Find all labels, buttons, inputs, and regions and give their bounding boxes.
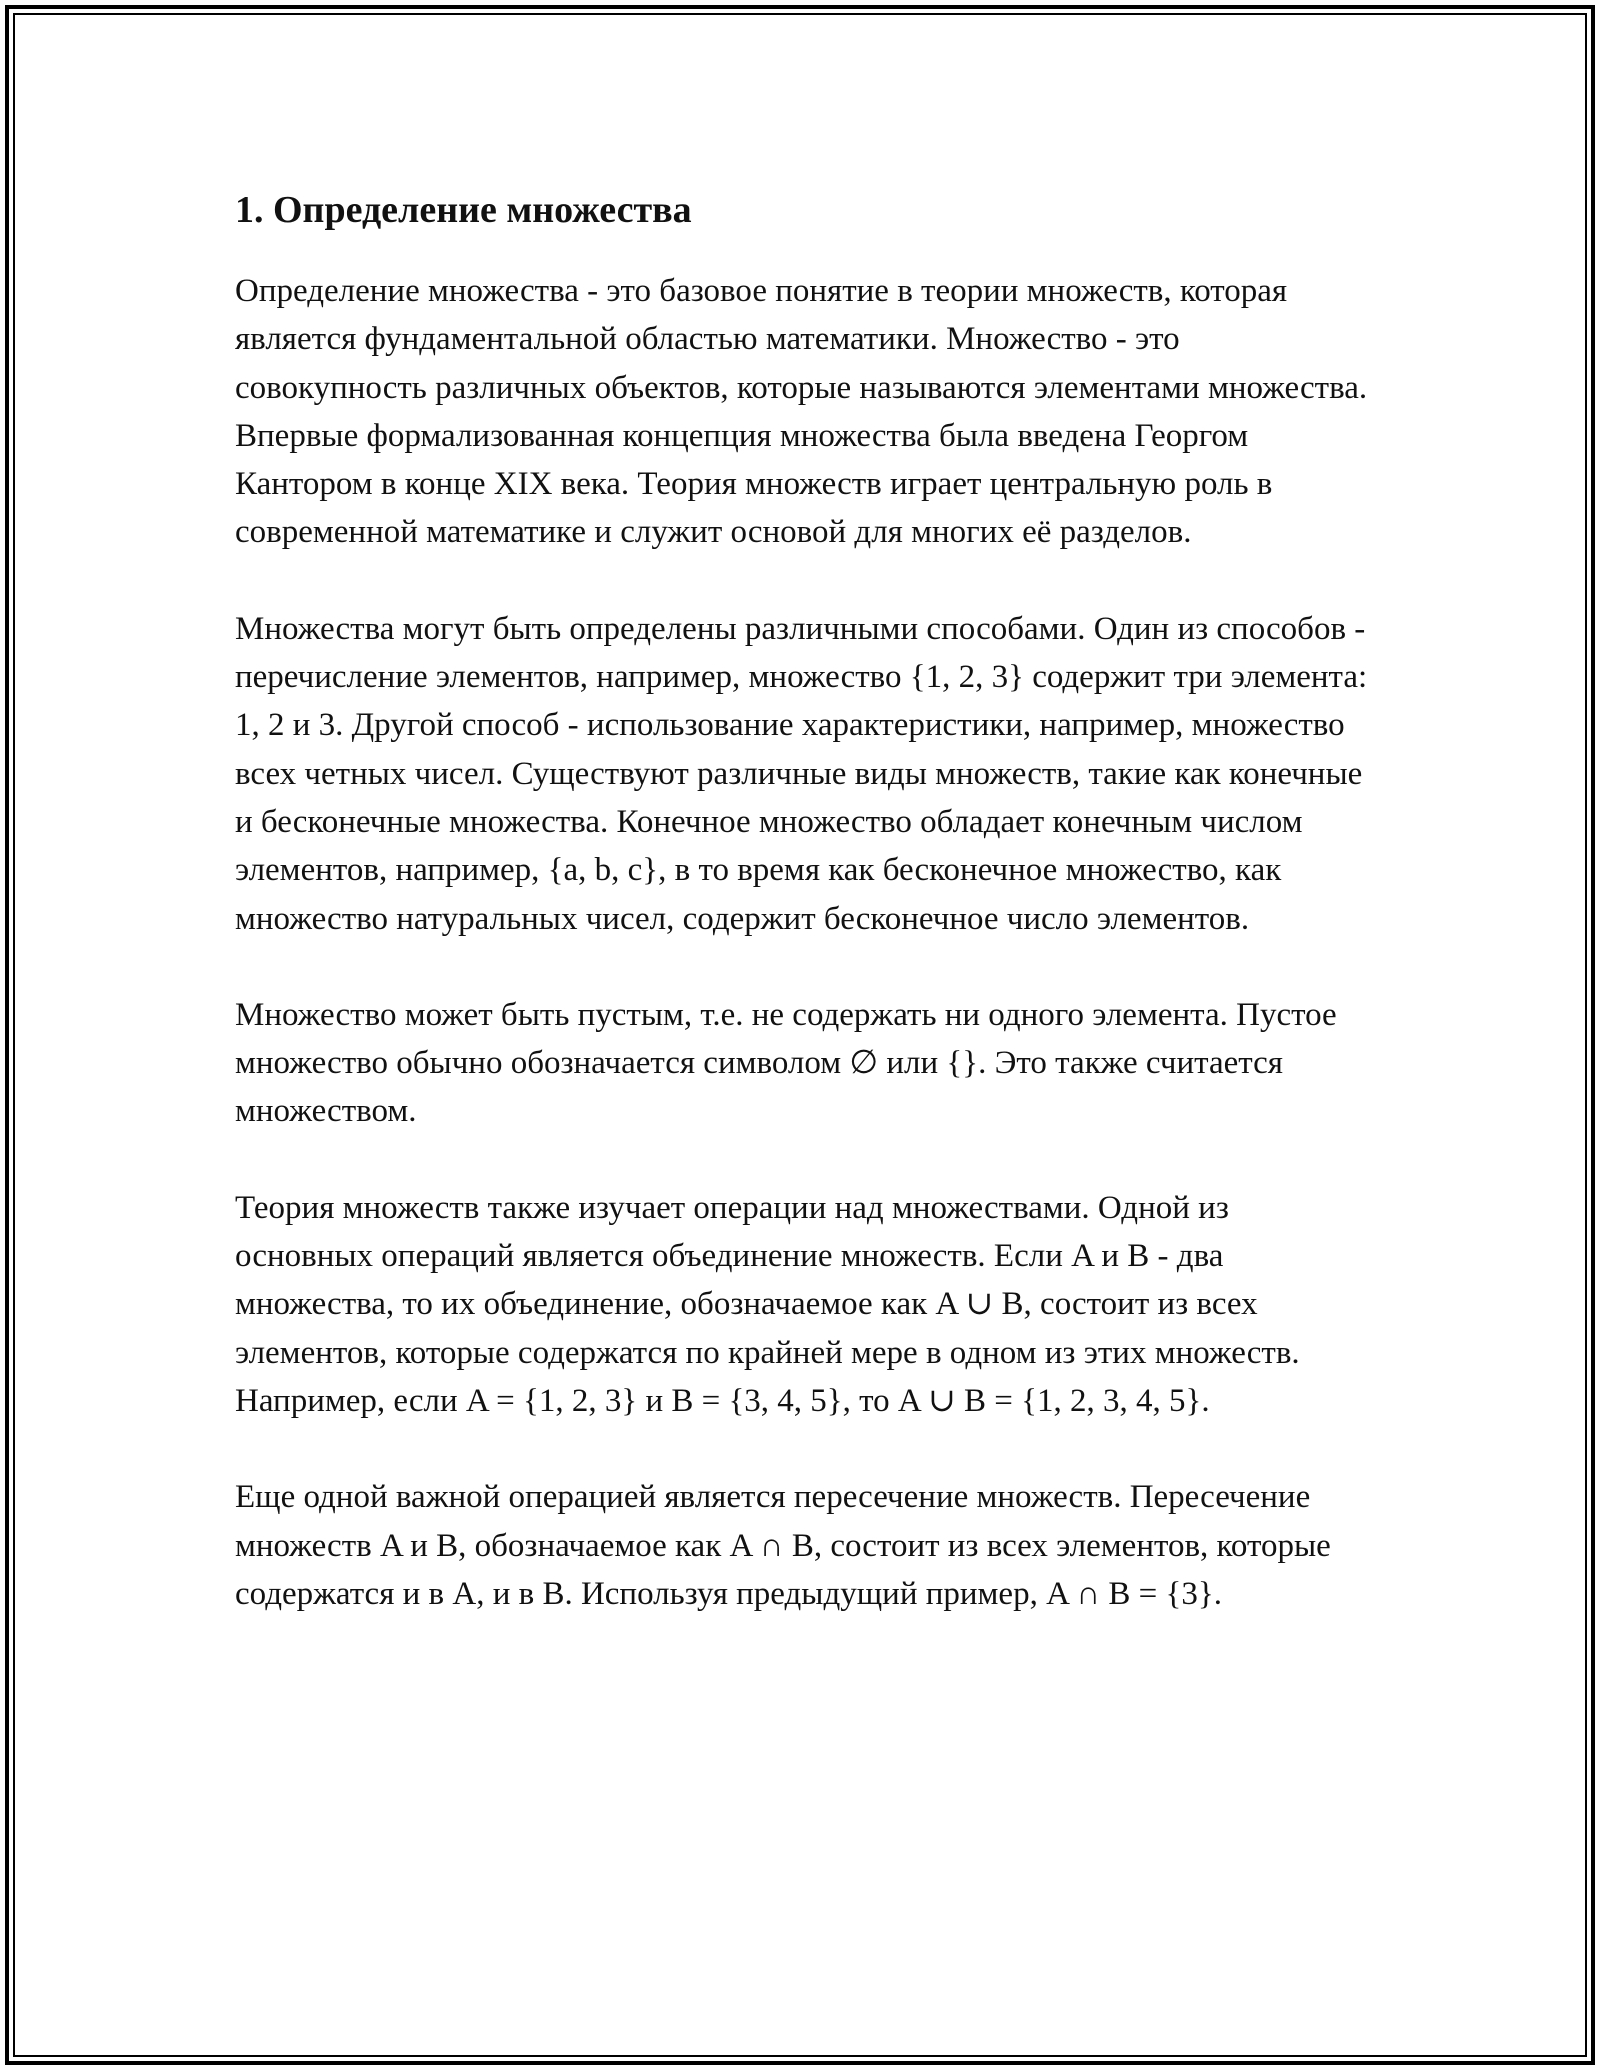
paragraph-definition: Определение множества - это базовое понятие в теории множеств, которая является фундаментальной областью математики. Множество - это совокупность различных объектов, которые называются элементами множества. Впервые формализованная концепция множества была введена Георгом Кантором в конце XIX века. Теория множеств играет центральную роль в современной математике и служит основой для многих её разделов. <box>235 273 1368 551</box>
paragraph-empty-set: Множество может быть пустым, т.е. не содержать ни одного элемента. Пустое множество обычно обозначается символом ∅ или {}. Это также считается множеством. <box>235 996 1337 1130</box>
paragraph-intersection: Еще одной важной операцией является пересечение множеств. Пересечение множеств A и B, обозначаемое как A ∩ B, состоит из всех элементов, которые содержатся и в A, и в B. Используя предыдущий пример, A ∩ B = {3}. <box>235 1479 1331 1612</box>
document-body <box>235 185 1375 1666</box>
section-heading: 1. Определение множества <box>235 189 692 231</box>
paragraph-ways-to-define: Множества могут быть определены различными способами. Один из способов - перечисление элементов, например, множество {1, 2, 3} содержит три элемента: 1, 2 и 3. Другой способ - использование характеристики, например, множество всех четных чисел. Существуют различные виды множеств, такие как конечные и бесконечные множества. Конечное множество обладает конечным числом элементов, например, {a, b, c}, в то время как бесконечное множество, как множество натуральных чисел, содержит бесконечное число элементов. <box>235 610 1368 937</box>
paragraph-union: Теория множеств также изучает операции над множествами. Одной из основных операций является объединение множеств. Если A и B - два множества, то их объединение, обозначаемое как A ∪ B, состоит из всех элементов, которые содержатся по крайней мере в одном из этих множеств. Например, если A = {1, 2, 3} и B = {3, 4, 5}, то A ∪ B = {1, 2, 3, 4, 5}. <box>235 1189 1300 1419</box>
